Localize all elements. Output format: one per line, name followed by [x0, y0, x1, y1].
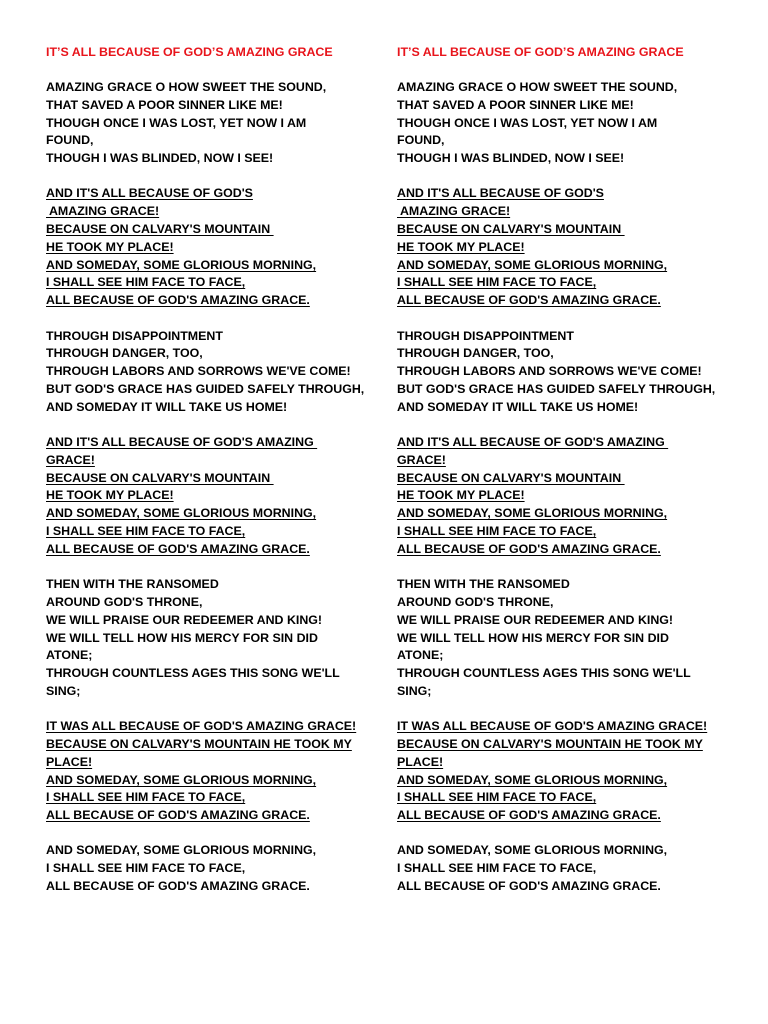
lyric-line: FOUND,	[46, 133, 94, 148]
lyric-line: ALL BECAUSE OF GOD'S AMAZING GRACE.	[397, 808, 661, 823]
lyric-line: THAT SAVED A POOR SINNER LIKE ME!	[46, 97, 283, 112]
chorus-stanza	[46, 718, 382, 825]
chorus-stanza	[397, 718, 733, 825]
song-title: IT’S ALL BECAUSE OF GOD’S AMAZING GRACE	[46, 45, 333, 59]
lyric-line: THROUGH COUNTLESS AGES THIS SONG WE'LL	[46, 666, 340, 681]
verse-stanza	[46, 328, 382, 417]
verse-stanza	[397, 842, 733, 895]
lyric-line: AND SOMEDAY, SOME GLORIOUS MORNING,	[46, 506, 317, 521]
lyric-line: I SHALL SEE HIM FACE TO FACE,	[397, 524, 597, 539]
lyric-line: THOUGH I WAS BLINDED, NOW I SEE!	[397, 151, 625, 166]
lyric-line: I SHALL SEE HIM FACE TO FACE,	[46, 790, 246, 805]
chorus-stanza	[46, 185, 382, 310]
lyric-line: HE TOOK MY PLACE!	[397, 488, 525, 503]
lyric-line: HE TOOK MY PLACE!	[397, 239, 525, 254]
lyric-line: ALL BECAUSE OF GOD'S AMAZING GRACE.	[397, 879, 661, 894]
lyric-line: GRACE!	[46, 452, 95, 467]
verse-stanza	[397, 576, 733, 701]
lyric-line: ALL BECAUSE OF GOD'S AMAZING GRACE.	[46, 293, 310, 308]
verse-stanza	[46, 576, 382, 701]
lyric-line: AND IT'S ALL BECAUSE OF GOD'S AMAZING	[397, 435, 669, 450]
lyric-line: AMAZING GRACE O HOW SWEET THE SOUND,	[46, 80, 327, 94]
lyric-line: AND SOMEDAY, SOME GLORIOUS MORNING,	[46, 257, 317, 272]
lyric-line: AND SOMEDAY, SOME GLORIOUS MORNING,	[46, 843, 317, 858]
lyric-line: BECAUSE ON CALVARY'S MOUNTAIN HE TOOK MY	[397, 737, 703, 751]
lyric-line: THROUGH LABORS AND SORROWS WE'VE COME!	[46, 364, 351, 379]
lyric-line: AND SOMEDAY IT WILL TAKE US HOME!	[46, 399, 288, 414]
lyric-line: AND IT'S ALL BECAUSE OF GOD'S	[397, 186, 604, 201]
lyric-line: WE WILL PRAISE OUR REDEEMER AND KING!	[397, 612, 674, 627]
lyric-line: BECAUSE ON CALVARY'S MOUNTAIN	[397, 470, 625, 485]
lyric-line: THROUGH DANGER, TOO,	[397, 346, 554, 361]
lyric-line: AROUND GOD'S THRONE,	[397, 594, 554, 609]
lyric-line: I SHALL SEE HIM FACE TO FACE,	[46, 861, 246, 876]
lyric-line: WE WILL PRAISE OUR REDEEMER AND KING!	[46, 612, 323, 627]
song-title: IT’S ALL BECAUSE OF GOD’S AMAZING GRACE	[397, 45, 684, 59]
lyric-line: I SHALL SEE HIM FACE TO FACE,	[397, 790, 597, 805]
lyric-line: AND SOMEDAY, SOME GLORIOUS MORNING,	[397, 843, 668, 858]
lyric-line: BECAUSE ON CALVARY'S MOUNTAIN HE TOOK MY	[46, 737, 352, 751]
lyric-line: AND SOMEDAY IT WILL TAKE US HOME!	[397, 399, 639, 414]
lyric-line: AND IT'S ALL BECAUSE OF GOD'S AMAZING	[46, 435, 318, 450]
lyrics-column-right	[397, 44, 733, 913]
lyric-line: WE WILL TELL HOW HIS MERCY FOR SIN DID	[46, 630, 318, 645]
lyric-line: IT WAS ALL BECAUSE OF GOD'S AMAZING GRACE!	[397, 719, 708, 734]
lyric-line: THROUGH DISAPPOINTMENT	[46, 328, 223, 343]
verse-stanza	[397, 328, 733, 417]
chorus-stanza	[46, 434, 382, 559]
lyric-line: HE TOOK MY PLACE!	[46, 239, 174, 254]
lyric-line: ALL BECAUSE OF GOD'S AMAZING GRACE.	[46, 808, 310, 823]
verse-stanza	[397, 79, 733, 168]
lyric-line: HE TOOK MY PLACE!	[46, 488, 174, 503]
lyric-line: ALL BECAUSE OF GOD'S AMAZING GRACE.	[397, 293, 661, 308]
lyric-line: AROUND GOD'S THRONE,	[46, 594, 203, 609]
lyric-line: THROUGH COUNTLESS AGES THIS SONG WE'LL	[397, 666, 691, 681]
lyric-line: AMAZING GRACE!	[46, 204, 160, 219]
lyric-line: I SHALL SEE HIM FACE TO FACE,	[46, 524, 246, 539]
lyric-line: AND SOMEDAY, SOME GLORIOUS MORNING,	[397, 772, 668, 787]
lyric-line: THEN WITH THE RANSOMED	[397, 577, 570, 592]
lyric-line: AND SOMEDAY, SOME GLORIOUS MORNING,	[397, 506, 668, 521]
lyric-line: BUT GOD'S GRACE HAS GUIDED SAFELY THROUGH,	[46, 381, 365, 396]
lyric-line: WE WILL TELL HOW HIS MERCY FOR SIN DID	[397, 630, 669, 645]
lyric-line: ALL BECAUSE OF GOD'S AMAZING GRACE.	[46, 879, 310, 894]
lyric-line: THOUGH ONCE I WAS LOST, YET NOW I AM	[46, 115, 307, 130]
lyric-line: ALL BECAUSE OF GOD'S AMAZING GRACE.	[397, 541, 661, 556]
chorus-stanza	[397, 434, 733, 559]
lyrics-column-left	[46, 44, 382, 913]
lyric-line: THAT SAVED A POOR SINNER LIKE ME!	[397, 97, 634, 112]
lyric-line: THOUGH ONCE I WAS LOST, YET NOW I AM	[397, 115, 658, 130]
lyric-line: THROUGH LABORS AND SORROWS WE'VE COME!	[397, 364, 702, 379]
lyric-line: GRACE!	[397, 452, 446, 467]
lyric-line: AND SOMEDAY, SOME GLORIOUS MORNING,	[46, 772, 317, 787]
lyric-line: PLACE!	[397, 754, 444, 769]
lyric-line: THOUGH I WAS BLINDED, NOW I SEE!	[46, 151, 274, 166]
lyric-line: I SHALL SEE HIM FACE TO FACE,	[397, 861, 597, 876]
lyric-line: AND IT'S ALL BECAUSE OF GOD'S	[46, 186, 253, 201]
lyric-line: THEN WITH THE RANSOMED	[46, 577, 219, 592]
lyric-line: ALL BECAUSE OF GOD'S AMAZING GRACE.	[46, 541, 310, 556]
verse-stanza	[46, 79, 382, 168]
lyric-line: IT WAS ALL BECAUSE OF GOD'S AMAZING GRACE!	[46, 719, 357, 734]
lyric-line: THROUGH DISAPPOINTMENT	[397, 328, 574, 343]
lyric-line: ATONE;	[46, 648, 93, 663]
lyric-line: SING;	[46, 683, 81, 698]
lyric-line: BUT GOD'S GRACE HAS GUIDED SAFELY THROUGH,	[397, 381, 716, 396]
stanza-list	[46, 79, 382, 896]
lyric-line: I SHALL SEE HIM FACE TO FACE,	[46, 275, 246, 290]
lyric-line: THROUGH DANGER, TOO,	[46, 346, 203, 361]
stanza-list	[397, 79, 733, 896]
verse-stanza	[46, 842, 382, 895]
lyric-line: FOUND,	[397, 133, 445, 148]
lyric-line: PLACE!	[46, 754, 93, 769]
lyric-line: ATONE;	[397, 648, 444, 663]
chorus-stanza	[397, 185, 733, 310]
lyric-line: BECAUSE ON CALVARY'S MOUNTAIN	[46, 222, 274, 237]
lyric-line: SING;	[397, 683, 432, 698]
lyric-line: AND SOMEDAY, SOME GLORIOUS MORNING,	[397, 257, 668, 272]
lyric-line: BECAUSE ON CALVARY'S MOUNTAIN	[46, 470, 274, 485]
lyric-line: AMAZING GRACE!	[397, 204, 511, 219]
lyric-line: AMAZING GRACE O HOW SWEET THE SOUND,	[397, 80, 678, 94]
lyric-line: BECAUSE ON CALVARY'S MOUNTAIN	[397, 222, 625, 237]
lyric-line: I SHALL SEE HIM FACE TO FACE,	[397, 275, 597, 290]
